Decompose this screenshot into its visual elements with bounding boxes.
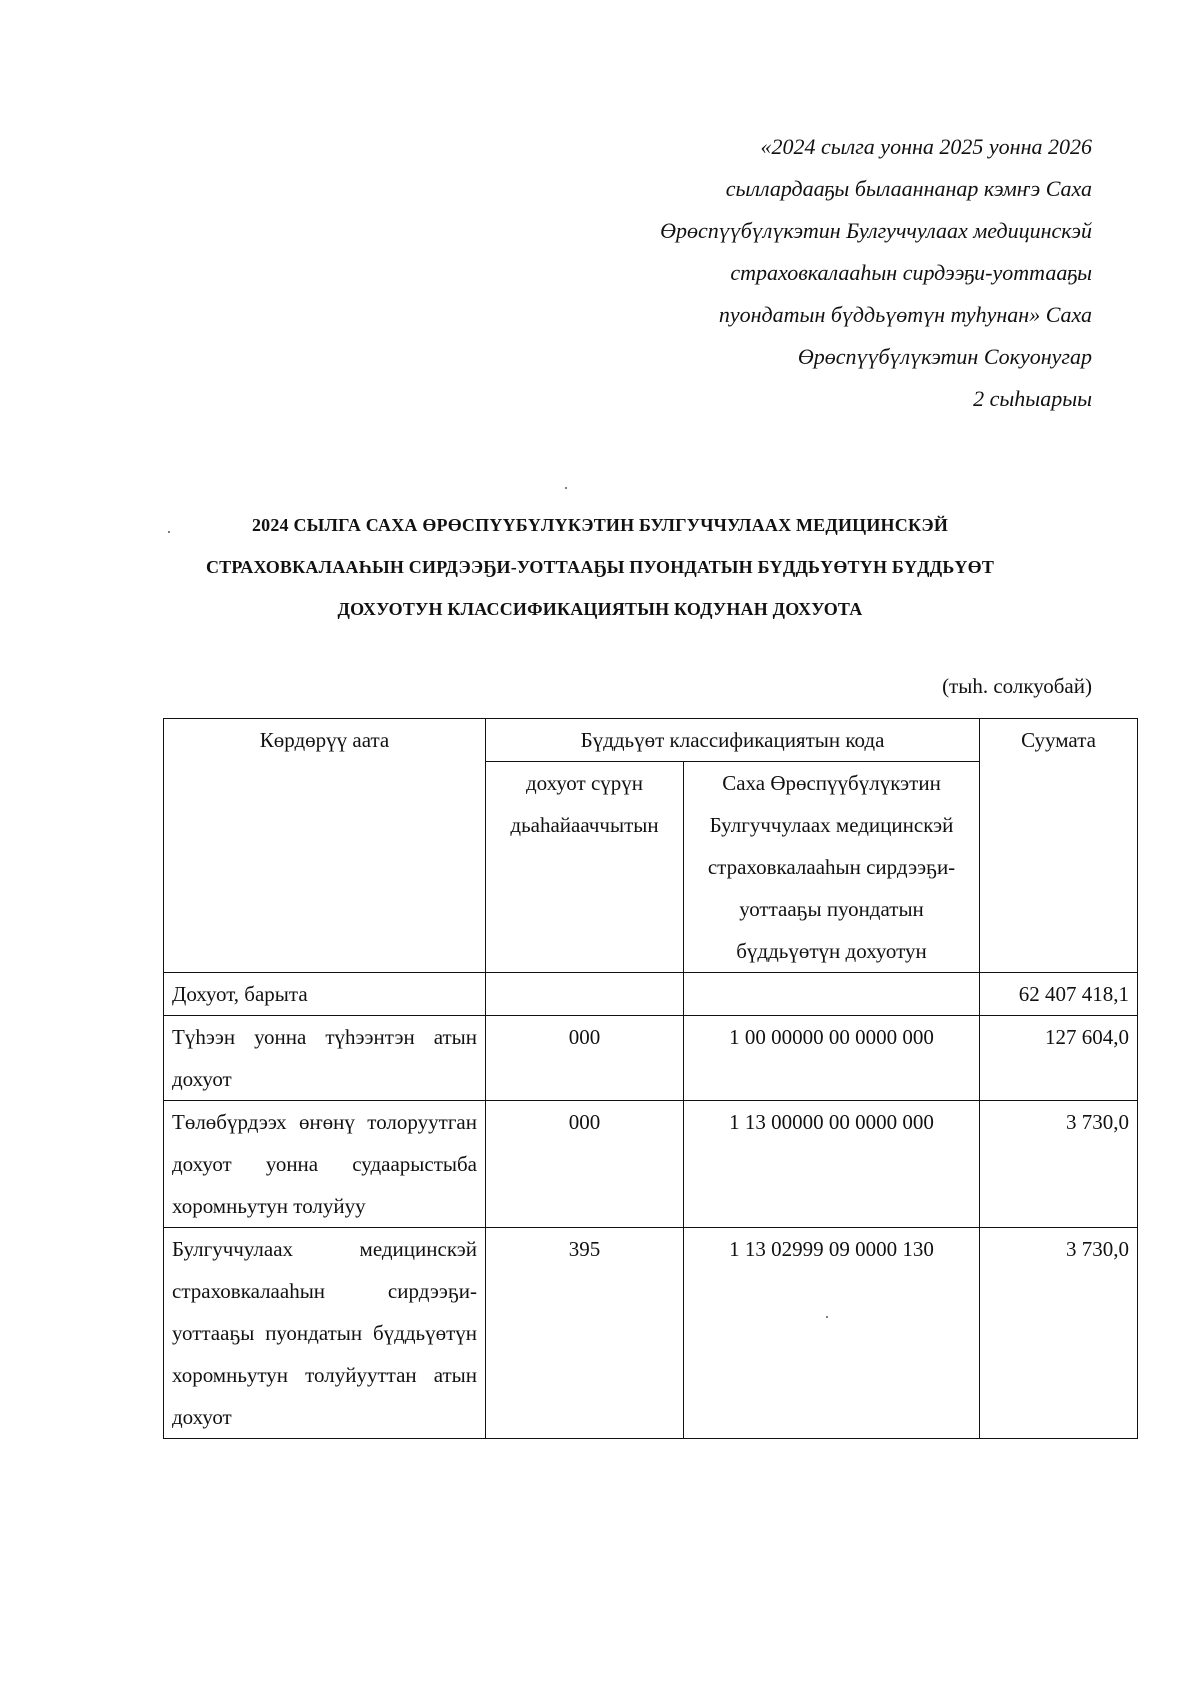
row-admin-code: 000	[486, 1101, 684, 1228]
approval-line: «2024 сылга уонна 2025 уонна 2026	[760, 134, 1092, 159]
row-sum: 3 730,0	[980, 1101, 1138, 1228]
table-row	[164, 973, 1138, 1016]
approval-line: 2 сыһыарыы	[973, 386, 1092, 411]
table-header-row	[164, 719, 1138, 762]
title-line: 2024 СЫЛГА САХА ӨРӨСПҮҮБҮЛҮКЭТИН БУЛГУЧЧУЛААХ МЕДИЦИНСКЭЙ	[251, 515, 949, 535]
row-sum: 62 407 418,1	[980, 973, 1138, 1016]
row-name: Төлөбүрдээх өҥөнү толоруутган дохуот уонна судаарыстыба хоромньутун толуйуу	[164, 1101, 486, 1228]
approval-line: Өрөспүүбүлүкэтин Сокуонугар	[797, 344, 1092, 369]
approval-line: пуондатын бүддьүөтүн туһунан» Саха	[718, 302, 1092, 327]
row-income-code: 1 13 00000 00 0000 000	[684, 1101, 980, 1228]
approval-note	[532, 126, 1092, 420]
row-income-code	[684, 973, 980, 1016]
scan-speck	[168, 531, 170, 533]
row-admin-code: 395	[486, 1228, 684, 1439]
header-income-code: Саха Өрөспүүбүлүкэтин Булгуччулаах медицинскэй страховкалааһын сирдээҕи-уоттааҕы пуондатын бүддьүөтүн дохуотун	[684, 762, 980, 973]
table-row	[164, 1016, 1138, 1101]
income-table	[163, 718, 1138, 1439]
header-admin-code: дохуот сүрүн дьаһайааччытын	[486, 762, 684, 973]
title-line: ДОХУОТУН КЛАССИФИКАЦИЯТЫН КОДУНАН ДОХУОТА	[337, 599, 863, 619]
row-name: Түһээн уонна түһээнтэн атын дохуот	[164, 1016, 486, 1101]
row-admin-code: 000	[486, 1016, 684, 1101]
header-code-group: Бүддьүөт классификациятын кода	[486, 719, 980, 762]
row-income-code: 1 13 02999 09 0000 130	[684, 1228, 980, 1439]
scan-speck	[565, 487, 567, 489]
approval-line: страховкалааһын сирдээҕи-уоттааҕы	[730, 260, 1092, 285]
document-title	[0, 504, 1200, 630]
units-note: (тыһ. солкуобай)	[942, 674, 1092, 698]
approval-line: сыллардааҕы былааннанар кэмҥэ Саха	[725, 176, 1092, 201]
table-row	[164, 1228, 1138, 1439]
row-name: Дохуот, барыта	[164, 973, 486, 1016]
row-sum: 127 604,0	[980, 1016, 1138, 1101]
row-income-code: 1 00 00000 00 0000 000	[684, 1016, 980, 1101]
approval-line: Өрөспүүбүлүкэтин Булгуччулаах медицинскэй	[660, 218, 1092, 243]
title-line: СТРАХОВКАЛААҺЫН СИРДЭЭҔИ-УОТТААҔЫ ПУОНДАТЫН БҮДДЬҮӨТҮН БҮДДЬҮӨТ	[205, 557, 995, 577]
row-name: Булгуччулаах медицинскэй страховкалааһын сирдээҕи-уоттааҕы пуондатын бүддьүөтүн хоромньутун толуйууттан атын дохуот	[164, 1228, 486, 1439]
row-sum: 3 730,0	[980, 1228, 1138, 1439]
header-name: Көрдөрүү аата	[164, 719, 486, 973]
row-admin-code	[486, 973, 684, 1016]
header-sum: Суумата	[980, 719, 1138, 973]
table-row	[164, 1101, 1138, 1228]
scan-speck	[826, 1316, 828, 1318]
